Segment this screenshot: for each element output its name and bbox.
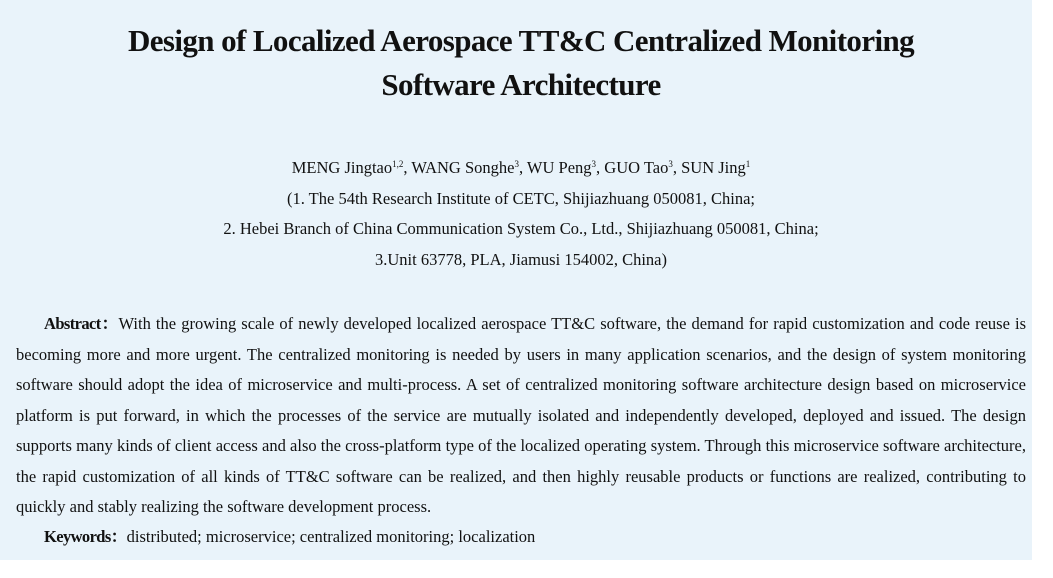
abstract-label: Abstract： (44, 314, 119, 333)
abstract-paragraph (16, 309, 1026, 523)
keywords-label: Keywords： (44, 526, 127, 546)
author: SUN Jing$^1$ (681, 158, 751, 177)
author: WANG Songhe$^3$, (411, 158, 527, 177)
affiliation-line: 2. Hebei Branch of China Communication System Co., Ltd., Shijiazhuang 050081, China; (223, 219, 819, 238)
author: GUO Tao$^3$, (604, 158, 682, 177)
abstract-text: With the growing scale of newly developed localized aerospace TT&C software, the demand for rapid customization and code reuse is becoming more and more urgent. The centralized monitoring is needed by users in many application scenarios, and the design of system monitoring software should adopt the idea of microservice and multi-process. A set of centralized monitoring software architecture design based on microservice platform is put forward, in which the processes of the service are mutually isolated and independently developed, deployed and issued. The design supports many kinds of client access and also the cross-platform type of the localized operating system. Through this microservice software architecture, the rapid customization of all kinds of TT&C software can be realized, and then highly reusable products or functions are realized, contributing to quickly and stably realizing the software development process. (16, 314, 1027, 516)
title-line-2: Software Architecture (381, 67, 661, 102)
author: MENG Jingtao$^{1,2}$, (291, 158, 412, 177)
author-block (16, 153, 1026, 275)
keywords-text: distributed; microservice; centralized monitoring; localization (126, 526, 536, 546)
title-line-1: Design of Localized Aerospace TT&C Centralized Monitoring (127, 23, 915, 58)
keywords-paragraph (16, 522, 1026, 553)
author-list (16, 153, 1026, 184)
affiliation-line: (1. The 54th Research Institute of CETC, Shijiazhuang 050081, China; (286, 188, 756, 208)
affiliation-line: 3.Unit 63778, PLA, Jiamusi 154002, China) (375, 249, 667, 269)
author: WU Peng$^3$, (526, 158, 605, 177)
paper-title (16, 0, 1026, 107)
